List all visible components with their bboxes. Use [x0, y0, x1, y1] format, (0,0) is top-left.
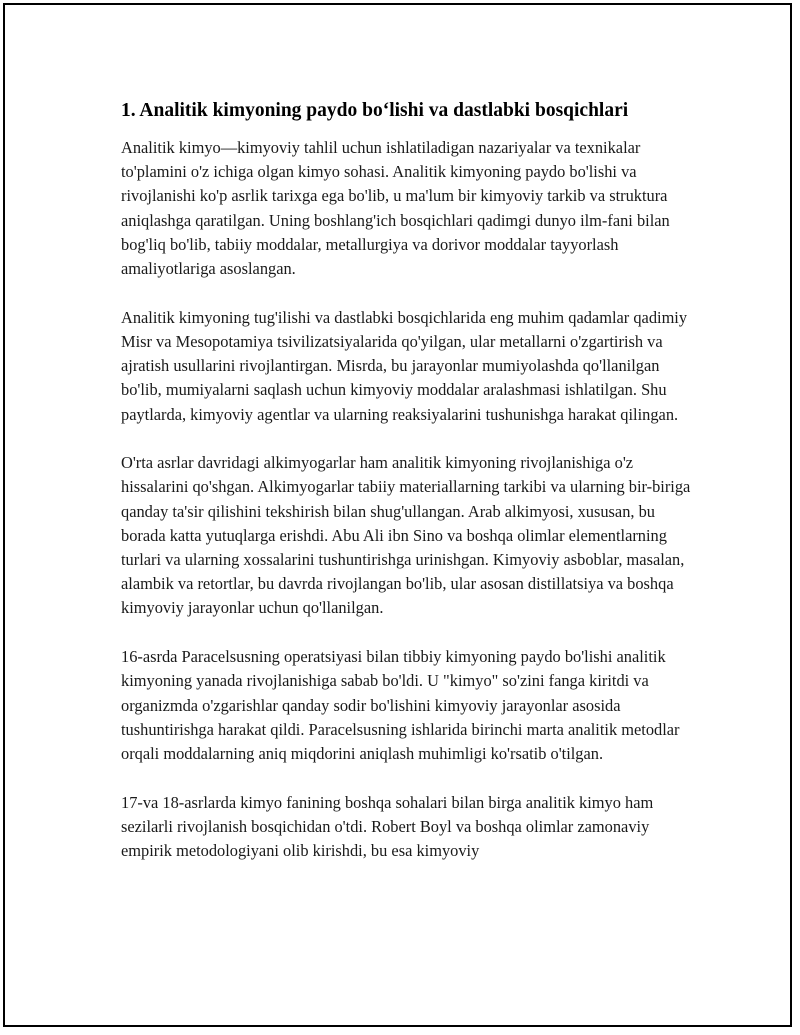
paragraph-2: Analitik kimyoning tug'ilishi va dastlabki bosqichlarida eng muhim qadamlar qadimiy Misr va Mesopotamiya tsivilizatsiyalarida qo'yilgan, ular metallarni o'zgartirish va ajratish usullarini rivojlantirgan. Misrda, bu jarayonlar mumiyolashda qo'llanilgan bo'lib, mumiyalarni saqlash uchun kimyoviy moddalar aralashmasi ishlatilgan. Shu paytlarda, kimyoviy agentlar va ularning reaksiyalarini tushunishga harakat qilingan.	[121, 307, 688, 424]
page-frame	[3, 3, 792, 1027]
paragraph-4: 16-asrda Paracelsusning operatsiyasi bilan tibbiy kimyoning paydo bo'lishi analitik kimyoning yanada rivojlanishiga sabab bo'ldi. U "kimyo" so'zini fanga kiritdi va organizmda o'zgarishlar qanday sodir bo'lishini kimyoviy jarayonlar asosida tushuntirishga harakat qildi. Paracelsusning ishlarida birinchi marta analitik metodlar orqali moddalarning aniq miqdorini aniqlash muhimligi ko'rsatib o'tilgan.	[121, 647, 680, 763]
document-body	[121, 97, 701, 888]
section-heading: 1. Analitik kimyoning paydo bo‘lishi va dastlabki bosqichlari	[121, 100, 629, 121]
paragraph-3: O'rta asrlar davridagi alkimyogarlar ham analitik kimyoning rivojlanishiga o'z hissalarini qo'shgan. Alkimyogarlar tabiiy materiallarning tarkibi va ularning bir-biriga qanday ta'sir qilishini tekshirish bilan shug'ullangan. Arab alkimyosi, xususan, bu borada katta yutuqlarga erishdi. Abu Ali ibn Sino va boshqa olimlar elementlarning turlari va ularning xossalarini tushuntirishga urinishgan. Kimyoviy asboblar, masalan, alambik va retortlar, bu davrda rivojlangan bo'lib, ular asosan distillatsiya va boshqa kimyoviy jarayonlar uchun qo'llanilgan.	[121, 453, 691, 618]
paragraph-5: 17-va 18-asrlarda kimyo fanining boshqa sohalari bilan birga analitik kimyo ham sezilarli rivojlanish bosqichidan o'tdi. Robert Boyl va boshqa olimlar zamonaviy empirik metodologiyani olib kirishdi, bu esa kimyoviy	[121, 792, 654, 861]
paragraph-1: Analitik kimyo—kimyoviy tahlil uchun ishlatiladigan nazariyalar va texnikalar to'plamini o'z ichiga olgan kimyo sohasi. Analitik kimyoning paydo bo'lishi va rivojlanishi ko'p asrlik tarixga ega bo'lib, u ma'lum bir kimyoviy tarkib va struktura aniqlashga qaratilgan. Uning boshlang'ich bosqichlari qadimgi dunyo ilm-fani bilan bog'liq bo'lib, tabiiy moddalar, metallurgiya va dorivor moddalar tayyorlash amaliyotlariga asoslangan.	[121, 138, 670, 279]
